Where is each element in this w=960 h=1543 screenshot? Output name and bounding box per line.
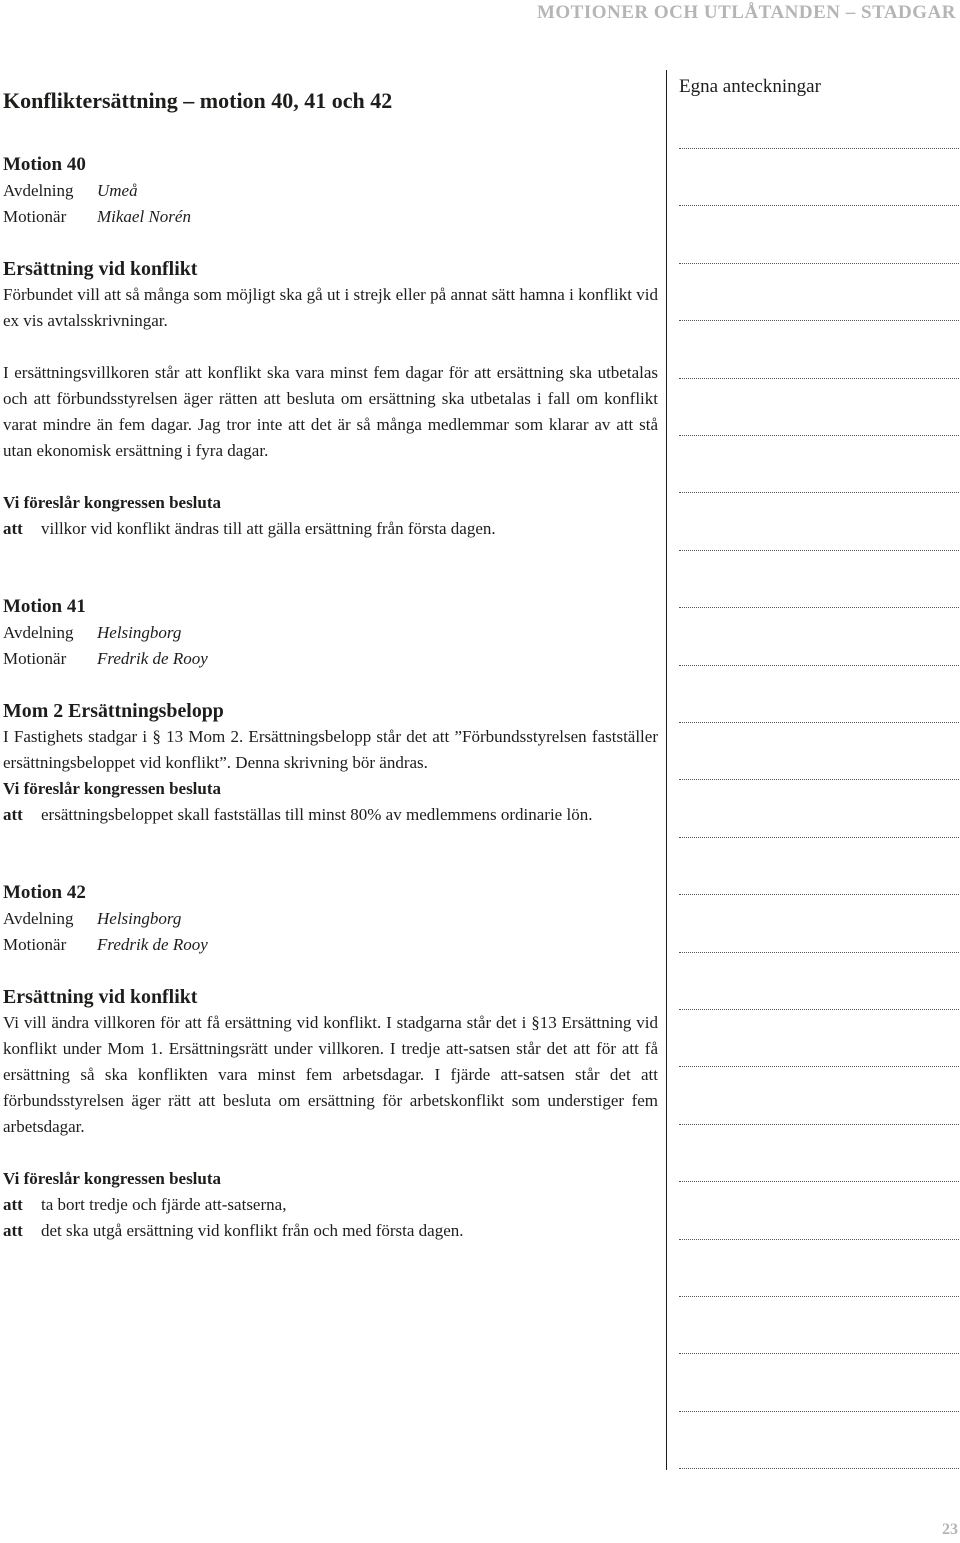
motion-heading: Motion 40 — [3, 154, 86, 175]
att-clause — [3, 516, 658, 542]
proposal-heading: Vi föreslår kongressen besluta — [3, 1169, 222, 1188]
meta-avdelning — [3, 906, 658, 932]
note-line — [679, 607, 959, 608]
meta-label: Motionär — [3, 935, 67, 954]
note-line — [679, 837, 959, 838]
paragraph: I Fastighets stadgar i § 13 Mom 2. Ersättningsbelopp står det att ”Förbundsstyrelsen fastställer ersättningsbeloppet vid konflikt”. Denna skrivning bör ändras. — [3, 727, 658, 772]
meta-avdelning — [3, 620, 658, 646]
sub-heading: Ersättning vid konflikt — [3, 258, 198, 280]
page-title: Konfliktersättning – motion 40, 41 och 42 — [3, 88, 393, 113]
meta-motionar — [3, 204, 658, 230]
att-text: ta bort tredje och fjärde att-satserna, — [41, 1195, 287, 1214]
paragraph: Vi vill ändra villkoren för att få ersättning vid konflikt. I stadgarna står det i §13 Ersättning vid konflikt under Mom 1. Ersättningsrätt under villkoren. I tredje att-satsen står det att för att få ersättning så ska konflikten vara minst fem arbetsdagar. I fjärde att-satsen står det att förbundsstyrelsen äger rätt att besluta om ersättning för arbetskonflikt som understiger fem arbetsdagar. — [3, 1013, 658, 1136]
meta-label: Avdelning — [3, 909, 74, 928]
note-line — [679, 1296, 959, 1297]
meta-value: Fredrik de Rooy — [97, 649, 208, 668]
note-line — [679, 1411, 959, 1412]
note-line — [679, 148, 959, 149]
att-clause — [3, 1192, 658, 1218]
meta-motionar — [3, 646, 658, 672]
att-clause — [3, 802, 658, 828]
meta-avdelning — [3, 178, 658, 204]
note-line — [679, 1181, 959, 1182]
note-line — [679, 205, 959, 206]
note-line — [679, 1066, 959, 1067]
att-text: villkor vid konflikt ändras till att gälla ersättning från första dagen. — [41, 519, 496, 538]
att-key: att — [3, 805, 23, 824]
note-line — [679, 1468, 959, 1469]
note-line — [679, 952, 959, 953]
meta-value: Fredrik de Rooy — [97, 935, 208, 954]
note-line — [679, 435, 959, 436]
note-line — [679, 1124, 959, 1125]
meta-label: Motionär — [3, 649, 67, 668]
main-column — [3, 86, 658, 1244]
note-line — [679, 722, 959, 723]
meta-label: Avdelning — [3, 181, 74, 200]
att-text: ersättningsbeloppet skall fastställas till minst 80% av medlemmens ordinarie lön. — [41, 805, 593, 824]
page-number: 23 — [942, 1521, 958, 1538]
motion-41 — [3, 594, 658, 828]
note-line — [679, 492, 959, 493]
note-line — [679, 779, 959, 780]
sub-heading: Mom 2 Ersättningsbelopp — [3, 700, 224, 722]
att-key: att — [3, 1195, 23, 1214]
motion-40 — [3, 152, 658, 542]
note-line — [679, 1009, 959, 1010]
att-key: att — [3, 1221, 23, 1240]
note-line — [679, 550, 959, 551]
meta-motionar — [3, 932, 658, 958]
notes-column — [666, 70, 960, 1470]
meta-value: Mikael Norén — [97, 207, 191, 226]
motion-42 — [3, 880, 658, 1244]
proposal-heading: Vi föreslår kongressen besluta — [3, 779, 222, 798]
running-head: MOTIONER OCH UTLÅTANDEN – STADGAR — [536, 2, 956, 23]
motion-heading: Motion 42 — [3, 882, 86, 903]
att-key: att — [3, 519, 23, 538]
att-clause — [3, 1218, 658, 1244]
note-line — [679, 263, 959, 264]
motion-heading: Motion 41 — [3, 596, 86, 617]
att-text: det ska utgå ersättning vid konflikt från och med första dagen. — [41, 1221, 464, 1240]
sub-heading: Ersättning vid konflikt — [3, 986, 198, 1008]
meta-value: Umeå — [97, 181, 138, 200]
note-line — [679, 665, 959, 666]
paragraph: Förbundet vill att så många som möjligt ska gå ut i strejk eller på annat sätt hamna i konflikt vid ex vis avtalsskrivningar. — [3, 285, 658, 330]
meta-label: Motionär — [3, 207, 67, 226]
note-line — [679, 320, 959, 321]
note-line — [679, 1239, 959, 1240]
paragraph: I ersättningsvillkoren står att konflikt ska vara minst fem dagar för att ersättning ska utbetalas och att förbundsstyrelsen äger rätten att besluta om ersättning ska utbetalas i fall om konflikt varat mindre än fem dagar. Jag tror inte att det är så många medlemmar som klarar av att stå utan ekonomisk ersättning i fyra dagar. — [3, 363, 658, 460]
note-line — [679, 378, 959, 379]
proposal-heading: Vi föreslår kongressen besluta — [3, 493, 222, 512]
meta-value: Helsingborg — [97, 909, 182, 928]
meta-label: Avdelning — [3, 623, 74, 642]
notes-title: Egna anteckningar — [679, 76, 821, 97]
note-line — [679, 1353, 959, 1354]
meta-value: Helsingborg — [97, 623, 182, 642]
note-line — [679, 894, 959, 895]
